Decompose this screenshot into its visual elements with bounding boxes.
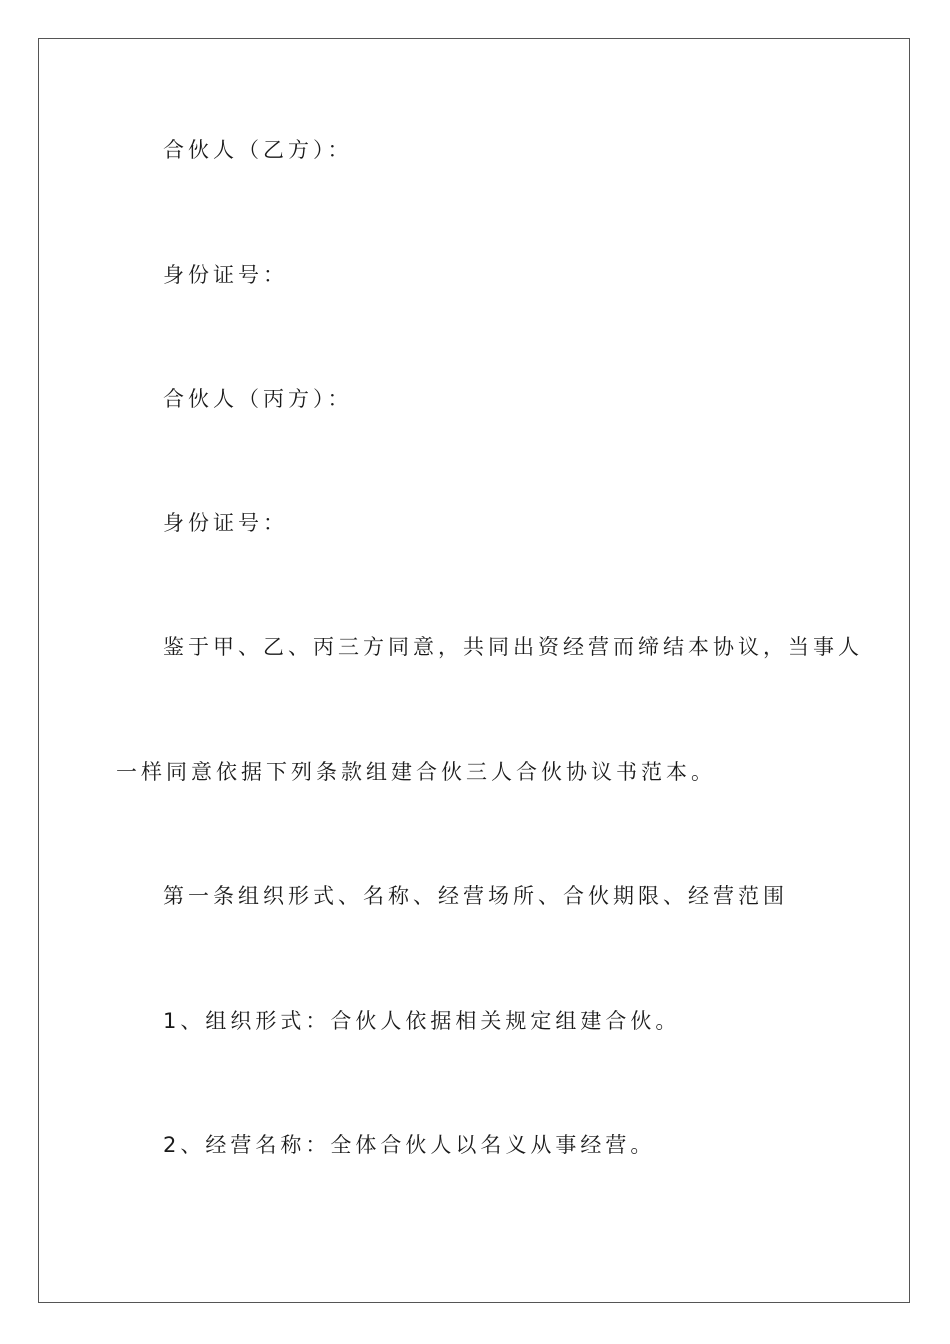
clause-business-name: 2、经营名称：全体合伙人以名义从事经营。	[163, 1133, 656, 1157]
partner-b-label: 合伙人（乙方）：	[163, 138, 353, 162]
preamble-paragraph-line-2: 一样同意依据下列条款组建合伙三人合伙协议书范本。	[116, 760, 716, 784]
partner-c-id-label: 身份证号：	[163, 511, 288, 535]
preamble-paragraph-line-1: 鉴于甲、乙、丙三方同意，共同出资经营而缔结本协议，当事人	[163, 635, 863, 659]
partner-c-label: 合伙人（丙方）：	[163, 387, 353, 411]
page-border	[38, 38, 910, 1303]
partner-b-id-label: 身份证号：	[163, 263, 288, 287]
clause-organization-form: 1、组织形式：合伙人依据相关规定组建合伙。	[163, 1009, 681, 1033]
article-one-heading: 第一条组织形式、名称、经营场所、合伙期限、经营范围	[163, 884, 788, 908]
